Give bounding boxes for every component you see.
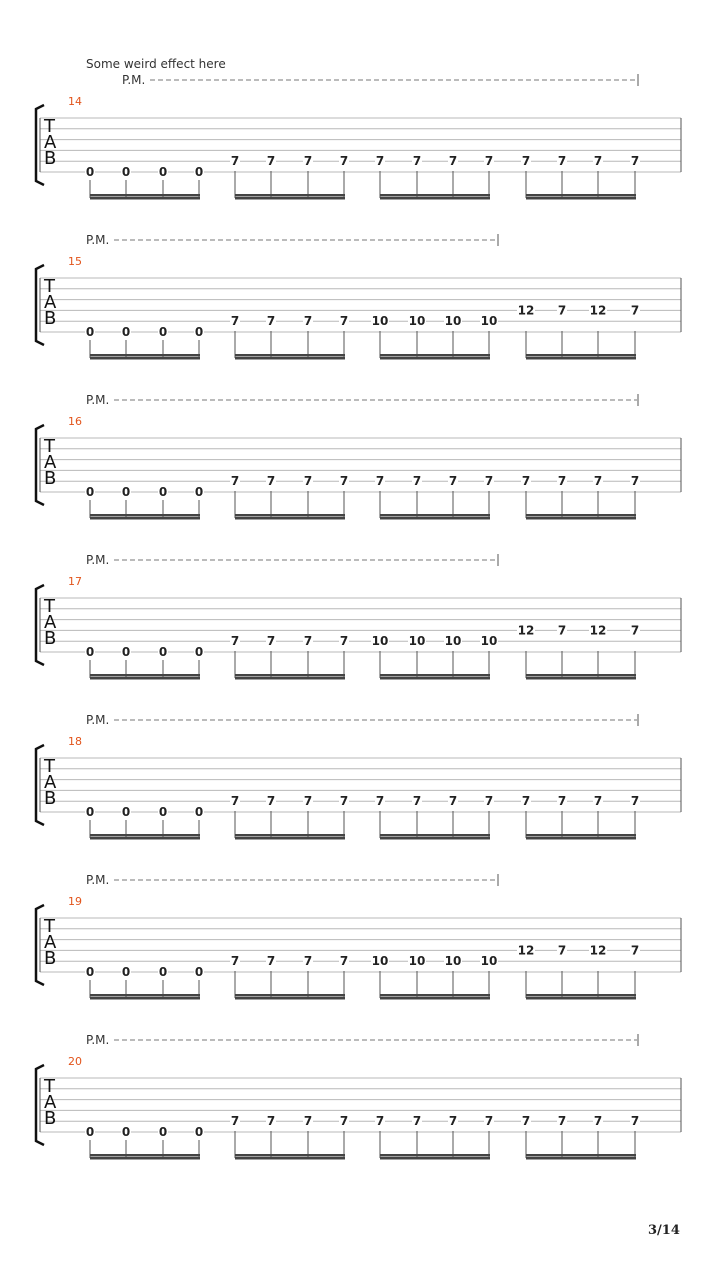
fret-number: 0 xyxy=(194,1125,204,1139)
fret-number: 12 xyxy=(517,623,535,638)
beam-secondary xyxy=(235,197,345,200)
fret-number: 7 xyxy=(521,154,531,169)
fret-number: 10 xyxy=(371,954,389,969)
fret-number: 0 xyxy=(85,805,95,819)
beam-secondary xyxy=(526,837,636,840)
fret-number: 7 xyxy=(230,634,240,649)
tab-clef-letter: B xyxy=(44,948,57,969)
fret-number: 10 xyxy=(371,314,389,329)
fret-number: 0 xyxy=(121,485,131,499)
fret-number: 7 xyxy=(630,1114,640,1129)
fret-number: 7 xyxy=(448,154,458,169)
beam-secondary xyxy=(90,197,200,200)
fret-number: 7 xyxy=(521,794,531,809)
bar-number: 15 xyxy=(68,255,82,268)
fret-number: 10 xyxy=(444,954,462,969)
fret-number: 7 xyxy=(339,474,349,489)
palm-mute-label: P.M. xyxy=(86,393,110,407)
tab-clef-letter: B xyxy=(44,308,57,329)
fret-number: 10 xyxy=(371,634,389,649)
fret-number: 10 xyxy=(444,634,462,649)
tab-clef-letter: A xyxy=(44,132,57,153)
beam-primary xyxy=(526,1154,636,1157)
fret-number: 7 xyxy=(412,1114,422,1129)
fret-number: 7 xyxy=(339,954,349,969)
fret-number: 7 xyxy=(630,794,640,809)
fret-number: 0 xyxy=(158,965,168,979)
fret-number: 7 xyxy=(266,1114,276,1129)
beam-secondary xyxy=(90,517,200,520)
beam-secondary xyxy=(380,357,490,360)
fret-number: 7 xyxy=(230,154,240,169)
fret-number: 7 xyxy=(375,154,385,169)
fret-number: 7 xyxy=(339,794,349,809)
tab-system xyxy=(36,233,681,360)
fret-number: 7 xyxy=(521,474,531,489)
beam-secondary xyxy=(526,1157,636,1160)
fret-number: 7 xyxy=(484,154,494,169)
fret-number: 0 xyxy=(121,325,131,339)
beam-primary xyxy=(526,194,636,197)
fret-number: 7 xyxy=(557,303,567,318)
fret-number: 0 xyxy=(158,165,168,179)
beam-secondary xyxy=(235,1157,345,1160)
fret-number: 0 xyxy=(121,645,131,659)
beam-primary xyxy=(235,354,345,357)
beam-primary xyxy=(380,994,490,997)
tab-system xyxy=(36,873,681,1000)
fret-number: 7 xyxy=(593,474,603,489)
beam-primary xyxy=(380,674,490,677)
beam-secondary xyxy=(90,997,200,1000)
fret-number: 7 xyxy=(448,794,458,809)
fret-number: 0 xyxy=(85,1125,95,1139)
fret-number: 7 xyxy=(630,623,640,638)
fret-number: 7 xyxy=(521,1114,531,1129)
beam-secondary xyxy=(235,357,345,360)
fret-number: 7 xyxy=(230,954,240,969)
fret-number: 7 xyxy=(339,634,349,649)
beam-primary xyxy=(235,834,345,837)
fret-number: 10 xyxy=(408,954,426,969)
fret-number: 0 xyxy=(85,165,95,179)
fret-number: 0 xyxy=(158,485,168,499)
beam-secondary xyxy=(526,517,636,520)
fret-number: 0 xyxy=(158,325,168,339)
fret-number: 0 xyxy=(194,965,204,979)
palm-mute-label: P.M. xyxy=(122,73,146,87)
tab-clef-letter: T xyxy=(44,1076,55,1097)
tab-systems xyxy=(36,73,681,1160)
fret-number: 7 xyxy=(630,943,640,958)
fret-number: 7 xyxy=(266,794,276,809)
fret-number: 0 xyxy=(158,805,168,819)
bar-number: 16 xyxy=(68,415,82,428)
fret-number: 7 xyxy=(484,474,494,489)
fret-number: 7 xyxy=(375,1114,385,1129)
fret-number: 7 xyxy=(303,314,313,329)
beam-secondary xyxy=(526,357,636,360)
beam-secondary xyxy=(90,357,200,360)
tab-clef-letter: B xyxy=(44,148,57,169)
fret-number: 7 xyxy=(448,474,458,489)
beam-primary xyxy=(380,1154,490,1157)
fret-number: 0 xyxy=(121,805,131,819)
tab-clef-letter: T xyxy=(44,276,55,297)
fret-number: 0 xyxy=(158,645,168,659)
beam-secondary xyxy=(380,837,490,840)
fret-number: 7 xyxy=(412,154,422,169)
bar-number: 18 xyxy=(68,735,82,748)
fret-number: 0 xyxy=(85,645,95,659)
beam-secondary xyxy=(380,997,490,1000)
bar-number: 19 xyxy=(68,895,82,908)
tab-clef-letter: A xyxy=(44,1092,57,1113)
fret-number: 7 xyxy=(303,954,313,969)
fret-number: 7 xyxy=(630,303,640,318)
fret-number: 10 xyxy=(480,954,498,969)
tab-system xyxy=(36,713,681,840)
fret-number: 0 xyxy=(85,325,95,339)
fret-number: 7 xyxy=(630,474,640,489)
tab-clef-letter: B xyxy=(44,1108,57,1129)
beam-primary xyxy=(380,194,490,197)
tab-clef-letter: A xyxy=(44,452,57,473)
beam-primary xyxy=(90,514,200,517)
tab-system xyxy=(36,73,681,200)
fret-number: 7 xyxy=(230,1114,240,1129)
tab-clef-letter: A xyxy=(44,772,57,793)
beam-primary xyxy=(526,834,636,837)
fret-number: 12 xyxy=(517,303,535,318)
beam-primary xyxy=(380,354,490,357)
fret-number: 7 xyxy=(303,794,313,809)
bar-number: 20 xyxy=(68,1055,82,1068)
beam-primary xyxy=(526,674,636,677)
palm-mute-label: P.M. xyxy=(86,873,110,887)
beam-secondary xyxy=(380,517,490,520)
beam-secondary xyxy=(526,197,636,200)
beam-secondary xyxy=(380,197,490,200)
fret-number: 12 xyxy=(589,623,607,638)
beam-primary xyxy=(380,834,490,837)
beam-secondary xyxy=(90,837,200,840)
tab-clef-letter: T xyxy=(44,756,55,777)
fret-number: 7 xyxy=(303,634,313,649)
fret-number: 0 xyxy=(194,325,204,339)
fret-number: 7 xyxy=(412,794,422,809)
fret-number: 7 xyxy=(593,1114,603,1129)
fret-number: 0 xyxy=(158,1125,168,1139)
fret-number: 0 xyxy=(194,165,204,179)
fret-number: 7 xyxy=(448,1114,458,1129)
tab-clef-letter: T xyxy=(44,916,55,937)
fret-number: 10 xyxy=(480,314,498,329)
fret-number: 7 xyxy=(266,314,276,329)
fret-number: 7 xyxy=(557,1114,567,1129)
fret-number: 7 xyxy=(375,794,385,809)
beam-primary xyxy=(90,354,200,357)
tab-clef-letter: B xyxy=(44,788,57,809)
fret-number: 0 xyxy=(121,965,131,979)
beam-primary xyxy=(526,354,636,357)
fret-number: 7 xyxy=(557,943,567,958)
beam-primary xyxy=(235,1154,345,1157)
fret-number: 0 xyxy=(121,1125,131,1139)
tab-clef-letter: A xyxy=(44,612,57,633)
beam-secondary xyxy=(526,997,636,1000)
beam-secondary xyxy=(526,677,636,680)
fret-number: 7 xyxy=(557,474,567,489)
fret-number: 7 xyxy=(557,154,567,169)
fret-number: 7 xyxy=(266,474,276,489)
beam-secondary xyxy=(380,1157,490,1160)
beam-secondary xyxy=(235,677,345,680)
fret-number: 7 xyxy=(303,474,313,489)
tab-clef-letter: B xyxy=(44,628,57,649)
fret-number: 7 xyxy=(266,154,276,169)
fret-number: 7 xyxy=(593,794,603,809)
fret-number: 7 xyxy=(230,474,240,489)
fret-number: 7 xyxy=(375,474,385,489)
tab-clef-letter: T xyxy=(44,116,55,137)
fret-number: 0 xyxy=(194,645,204,659)
fret-number: 7 xyxy=(557,623,567,638)
beam-primary xyxy=(235,194,345,197)
palm-mute-label: P.M. xyxy=(86,713,110,727)
fret-number: 7 xyxy=(303,1114,313,1129)
beam-primary xyxy=(90,674,200,677)
fret-number: 10 xyxy=(408,634,426,649)
tab-clef-letter: T xyxy=(44,596,55,617)
tab-system xyxy=(36,393,681,520)
beam-secondary xyxy=(235,837,345,840)
fret-number: 7 xyxy=(339,314,349,329)
fret-number: 10 xyxy=(480,634,498,649)
fret-number: 12 xyxy=(589,303,607,318)
fret-number: 0 xyxy=(121,165,131,179)
fret-number: 7 xyxy=(266,954,276,969)
beam-primary xyxy=(235,514,345,517)
fret-number: 7 xyxy=(630,154,640,169)
fret-number: 0 xyxy=(85,485,95,499)
tab-clef-letter: T xyxy=(44,436,55,457)
fret-number: 0 xyxy=(194,805,204,819)
beam-primary xyxy=(90,1154,200,1157)
fret-number: 10 xyxy=(408,314,426,329)
tab-clef-letter: B xyxy=(44,468,57,489)
fret-number: 0 xyxy=(194,485,204,499)
beam-secondary xyxy=(235,997,345,1000)
palm-mute-label: P.M. xyxy=(86,553,110,567)
fret-number: 0 xyxy=(85,965,95,979)
effect-annotation: Some weird effect here xyxy=(86,57,226,71)
fret-number: 7 xyxy=(230,794,240,809)
page-number: 3/14 xyxy=(648,1223,680,1238)
beam-primary xyxy=(235,994,345,997)
fret-number: 7 xyxy=(593,154,603,169)
fret-number: 7 xyxy=(266,634,276,649)
fret-number: 12 xyxy=(517,943,535,958)
beam-primary xyxy=(235,674,345,677)
bar-number: 14 xyxy=(68,95,82,108)
beam-primary xyxy=(526,514,636,517)
fret-number: 7 xyxy=(484,1114,494,1129)
tab-system xyxy=(36,1033,681,1160)
palm-mute-label: P.M. xyxy=(86,233,110,247)
bar-number: 17 xyxy=(68,575,82,588)
beam-primary xyxy=(90,194,200,197)
beam-primary xyxy=(380,514,490,517)
beam-primary xyxy=(90,994,200,997)
beam-secondary xyxy=(235,517,345,520)
beam-primary xyxy=(526,994,636,997)
beam-secondary xyxy=(380,677,490,680)
beam-secondary xyxy=(90,1157,200,1160)
fret-number: 7 xyxy=(339,154,349,169)
fret-number: 7 xyxy=(230,314,240,329)
palm-mute-label: P.M. xyxy=(86,1033,110,1047)
fret-number: 7 xyxy=(339,1114,349,1129)
tab-system xyxy=(36,553,681,680)
beam-primary xyxy=(90,834,200,837)
fret-number: 10 xyxy=(444,314,462,329)
fret-number: 7 xyxy=(557,794,567,809)
fret-number: 7 xyxy=(412,474,422,489)
tab-clef-letter: A xyxy=(44,292,57,313)
fret-number: 7 xyxy=(484,794,494,809)
fret-number: 7 xyxy=(303,154,313,169)
fret-number: 12 xyxy=(589,943,607,958)
tab-clef-letter: A xyxy=(44,932,57,953)
beam-secondary xyxy=(90,677,200,680)
